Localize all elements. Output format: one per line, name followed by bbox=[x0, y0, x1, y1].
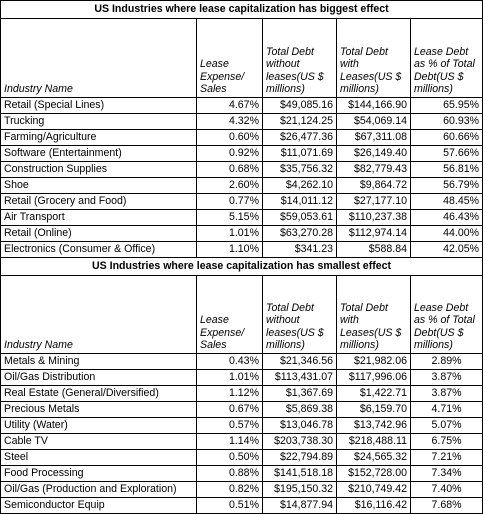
cell-debt-with: $112,974.14 bbox=[337, 226, 411, 242]
cell-pct: 42.05% bbox=[411, 242, 483, 258]
cell-pct: 44.00% bbox=[411, 226, 483, 242]
cell-lease-expense: 0.77% bbox=[197, 194, 263, 210]
cell-lease-expense: 0.92% bbox=[197, 146, 263, 162]
cell-industry: Steel bbox=[1, 450, 197, 466]
cell-pct: 57.66% bbox=[411, 146, 483, 162]
table-row bbox=[1, 114, 483, 130]
cell-lease-expense: 0.51% bbox=[197, 498, 263, 514]
table-body bbox=[1, 1, 483, 514]
cell-pct: 5.07% bbox=[411, 418, 483, 434]
cell-pct: 65.95% bbox=[411, 98, 483, 114]
cell-pct: 2.89% bbox=[411, 354, 483, 370]
table-row bbox=[1, 386, 483, 402]
cell-debt-without: $113,431.07 bbox=[263, 370, 337, 386]
cell-industry: Retail (Special Lines) bbox=[1, 98, 197, 114]
cell-industry: Metals & Mining bbox=[1, 354, 197, 370]
cell-lease-expense: 1.01% bbox=[197, 370, 263, 386]
cell-debt-without: $21,346.56 bbox=[263, 354, 337, 370]
cell-debt-with: $152,728.00 bbox=[337, 466, 411, 482]
cell-lease-expense: 0.60% bbox=[197, 130, 263, 146]
column-header-row bbox=[1, 19, 483, 98]
cell-debt-with: $13,742.96 bbox=[337, 418, 411, 434]
cell-pct: 3.87% bbox=[411, 370, 483, 386]
cell-pct: 3.87% bbox=[411, 386, 483, 402]
cell-debt-with: $54,069.14 bbox=[337, 114, 411, 130]
section-title: US Industries where lease capitalization has biggest effect bbox=[1, 1, 483, 19]
table-row bbox=[1, 354, 483, 370]
column-header-lease-expense: Lease Expense/ Sales bbox=[197, 276, 263, 354]
cell-debt-without: $21,124.25 bbox=[263, 114, 337, 130]
cell-debt-with: $6,159.70 bbox=[337, 402, 411, 418]
cell-lease-expense: 1.14% bbox=[197, 434, 263, 450]
cell-industry: Shoe bbox=[1, 178, 197, 194]
table-row bbox=[1, 194, 483, 210]
table-row bbox=[1, 162, 483, 178]
table-row bbox=[1, 402, 483, 418]
column-header-row bbox=[1, 276, 483, 354]
table-row bbox=[1, 226, 483, 242]
column-header-pct: Lease Debt as % of Total Debt(US $ millions) bbox=[411, 276, 483, 354]
cell-pct: 7.40% bbox=[411, 482, 483, 498]
cell-pct: 56.79% bbox=[411, 178, 483, 194]
cell-debt-with: $16,116.42 bbox=[337, 498, 411, 514]
section-title-row-biggest-effect bbox=[1, 1, 483, 19]
column-header-debt-without: Total Debt without leases(US $ millions) bbox=[263, 19, 337, 98]
column-header-pct: Lease Debt as % of Total Debt(US $ millions) bbox=[411, 19, 483, 98]
column-header-debt-without: Total Debt without leases(US $ millions) bbox=[263, 276, 337, 354]
cell-debt-without: $5,869.38 bbox=[263, 402, 337, 418]
cell-debt-with: $27,177.10 bbox=[337, 194, 411, 210]
cell-debt-without: $49,085.16 bbox=[263, 98, 337, 114]
cell-debt-with: $117,996.06 bbox=[337, 370, 411, 386]
cell-debt-with: $218,488.11 bbox=[337, 434, 411, 450]
cell-pct: 60.66% bbox=[411, 130, 483, 146]
cell-debt-without: $13,046.78 bbox=[263, 418, 337, 434]
cell-industry: Utility (Water) bbox=[1, 418, 197, 434]
cell-lease-expense: 4.32% bbox=[197, 114, 263, 130]
cell-lease-expense: 2.60% bbox=[197, 178, 263, 194]
cell-debt-without: $59,053.61 bbox=[263, 210, 337, 226]
cell-debt-with: $1,422.71 bbox=[337, 386, 411, 402]
cell-industry: Air Transport bbox=[1, 210, 197, 226]
cell-pct: 60.93% bbox=[411, 114, 483, 130]
cell-lease-expense: 1.10% bbox=[197, 242, 263, 258]
cell-industry: Farming/Agriculture bbox=[1, 130, 197, 146]
cell-industry: Trucking bbox=[1, 114, 197, 130]
cell-industry: Retail (Online) bbox=[1, 226, 197, 242]
table-row bbox=[1, 146, 483, 162]
cell-lease-expense: 1.12% bbox=[197, 386, 263, 402]
cell-lease-expense: 0.68% bbox=[197, 162, 263, 178]
column-header-lease-expense: Lease Expense/ Sales bbox=[197, 19, 263, 98]
cell-debt-with: $144,166.90 bbox=[337, 98, 411, 114]
cell-debt-without: $26,477.36 bbox=[263, 130, 337, 146]
column-header-debt-with: Total Debt with Leases(US $ millions) bbox=[337, 276, 411, 354]
cell-debt-without: $195,150.32 bbox=[263, 482, 337, 498]
cell-lease-expense: 0.88% bbox=[197, 466, 263, 482]
cell-pct: 56.81% bbox=[411, 162, 483, 178]
cell-debt-without: $141,518.18 bbox=[263, 466, 337, 482]
table-row bbox=[1, 130, 483, 146]
cell-debt-without: $1,367.69 bbox=[263, 386, 337, 402]
cell-debt-with: $67,311.08 bbox=[337, 130, 411, 146]
cell-pct: 48.45% bbox=[411, 194, 483, 210]
table-row bbox=[1, 418, 483, 434]
column-header-debt-with: Total Debt with Leases(US $ millions) bbox=[337, 19, 411, 98]
cell-debt-without: $4,262.10 bbox=[263, 178, 337, 194]
table-row bbox=[1, 498, 483, 514]
cell-lease-expense: 0.43% bbox=[197, 354, 263, 370]
cell-pct: 4.71% bbox=[411, 402, 483, 418]
cell-debt-with: $588.84 bbox=[337, 242, 411, 258]
cell-pct: 6.75% bbox=[411, 434, 483, 450]
cell-lease-expense: 1.01% bbox=[197, 226, 263, 242]
cell-industry: Construction Supplies bbox=[1, 162, 197, 178]
cell-lease-expense: 0.67% bbox=[197, 402, 263, 418]
table-row bbox=[1, 370, 483, 386]
cell-debt-with: $24,565.32 bbox=[337, 450, 411, 466]
cell-debt-with: $110,237.38 bbox=[337, 210, 411, 226]
table-row bbox=[1, 178, 483, 194]
section-title-row-smallest-effect bbox=[1, 258, 483, 276]
cell-debt-with: $21,982.06 bbox=[337, 354, 411, 370]
cell-debt-without: $341.23 bbox=[263, 242, 337, 258]
cell-industry: Cable TV bbox=[1, 434, 197, 450]
table-row bbox=[1, 242, 483, 258]
table-row bbox=[1, 482, 483, 498]
cell-debt-without: $203,738.30 bbox=[263, 434, 337, 450]
cell-industry: Software (Entertainment) bbox=[1, 146, 197, 162]
column-header-industry: Industry Name bbox=[1, 276, 197, 354]
cell-debt-without: $35,756.32 bbox=[263, 162, 337, 178]
table-row bbox=[1, 434, 483, 450]
cell-pct: 7.21% bbox=[411, 450, 483, 466]
cell-industry: Retail (Grocery and Food) bbox=[1, 194, 197, 210]
cell-industry: Oil/Gas (Production and Exploration) bbox=[1, 482, 197, 498]
cell-industry: Food Processing bbox=[1, 466, 197, 482]
cell-debt-with: $82,779.43 bbox=[337, 162, 411, 178]
cell-lease-expense: 0.82% bbox=[197, 482, 263, 498]
cell-pct: 46.43% bbox=[411, 210, 483, 226]
cell-lease-expense: 5.15% bbox=[197, 210, 263, 226]
cell-pct: 7.68% bbox=[411, 498, 483, 514]
cell-industry: Oil/Gas Distribution bbox=[1, 370, 197, 386]
cell-debt-with: $9,864.72 bbox=[337, 178, 411, 194]
cell-industry: Precious Metals bbox=[1, 402, 197, 418]
cell-debt-without: $22,794.89 bbox=[263, 450, 337, 466]
table-row bbox=[1, 450, 483, 466]
cell-industry: Semiconductor Equip bbox=[1, 498, 197, 514]
section-title: US Industries where lease capitalization has smallest effect bbox=[1, 258, 483, 276]
cell-pct: 7.34% bbox=[411, 466, 483, 482]
table-row bbox=[1, 466, 483, 482]
table-row bbox=[1, 210, 483, 226]
column-header-industry: Industry Name bbox=[1, 19, 197, 98]
cell-debt-with: $210,749.42 bbox=[337, 482, 411, 498]
cell-debt-with: $26,149.40 bbox=[337, 146, 411, 162]
cell-debt-without: $14,877.94 bbox=[263, 498, 337, 514]
table-row bbox=[1, 98, 483, 114]
cell-industry: Electronics (Consumer & Office) bbox=[1, 242, 197, 258]
cell-industry: Real Estate (General/Diversified) bbox=[1, 386, 197, 402]
cell-lease-expense: 4.67% bbox=[197, 98, 263, 114]
cell-lease-expense: 0.57% bbox=[197, 418, 263, 434]
cell-lease-expense: 0.50% bbox=[197, 450, 263, 466]
cell-debt-without: $14,011.12 bbox=[263, 194, 337, 210]
cell-debt-without: $11,071.69 bbox=[263, 146, 337, 162]
cell-debt-without: $63,270.28 bbox=[263, 226, 337, 242]
